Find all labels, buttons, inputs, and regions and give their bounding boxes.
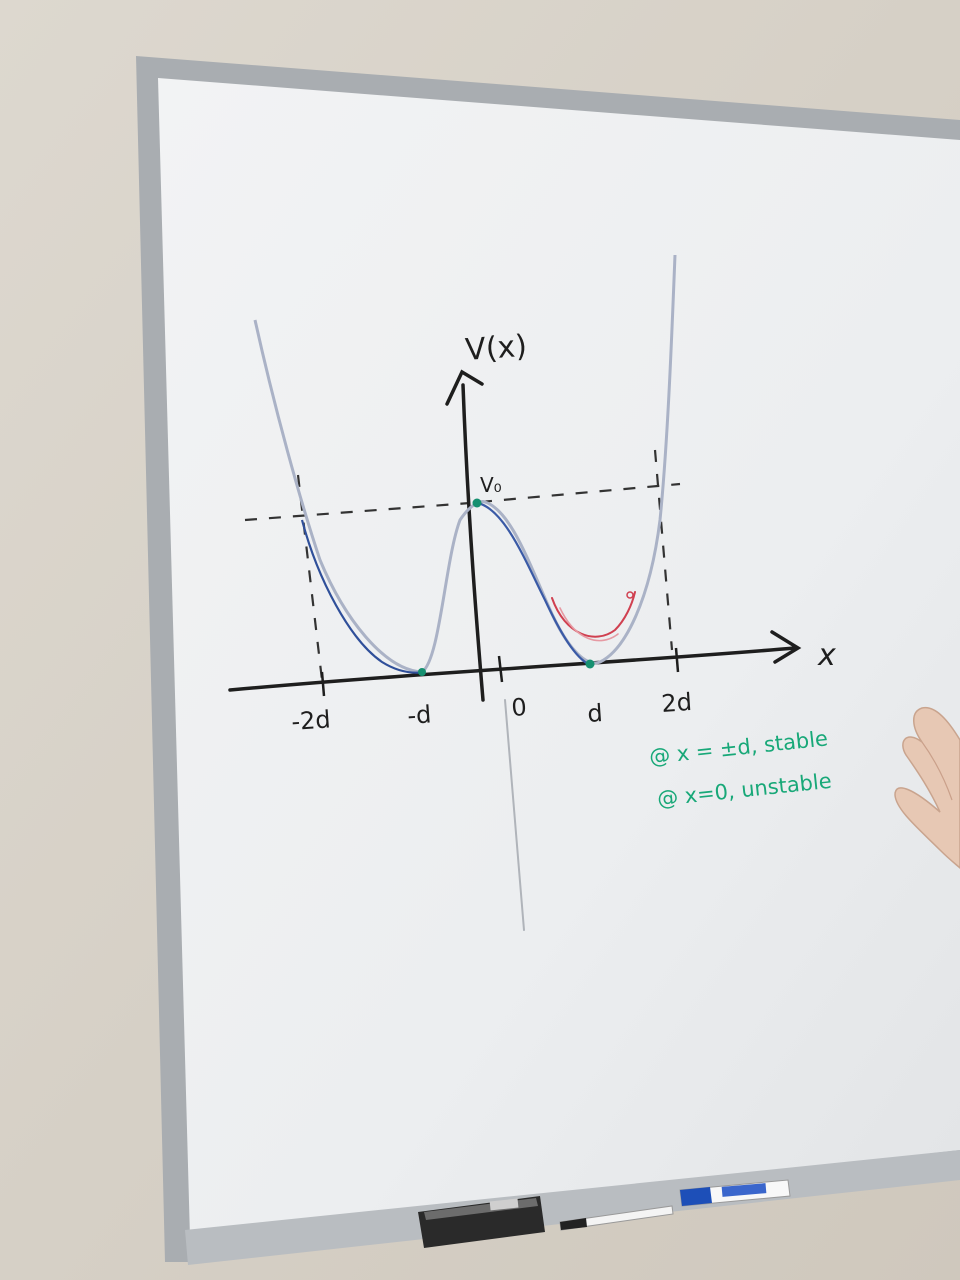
note-unstable: @ x=0, unstable: [656, 768, 833, 811]
min-point-right: [586, 660, 595, 669]
v0-label: V₀: [480, 473, 502, 497]
tick-label-d: d: [586, 698, 604, 728]
max-point: [473, 499, 482, 508]
tick-label-2d: 2d: [660, 687, 693, 718]
note-stable: @ x = ±d, stable: [648, 726, 830, 769]
y-axis-label: V(x): [464, 328, 529, 368]
min-point-left: [418, 668, 426, 676]
whiteboard: [158, 78, 960, 1238]
tick-label-neg-2d: -2d: [290, 705, 332, 736]
tick-label-neg-d: -d: [406, 700, 433, 730]
x-axis-label: x: [818, 638, 836, 673]
tick-label-zero: 0: [510, 692, 528, 722]
